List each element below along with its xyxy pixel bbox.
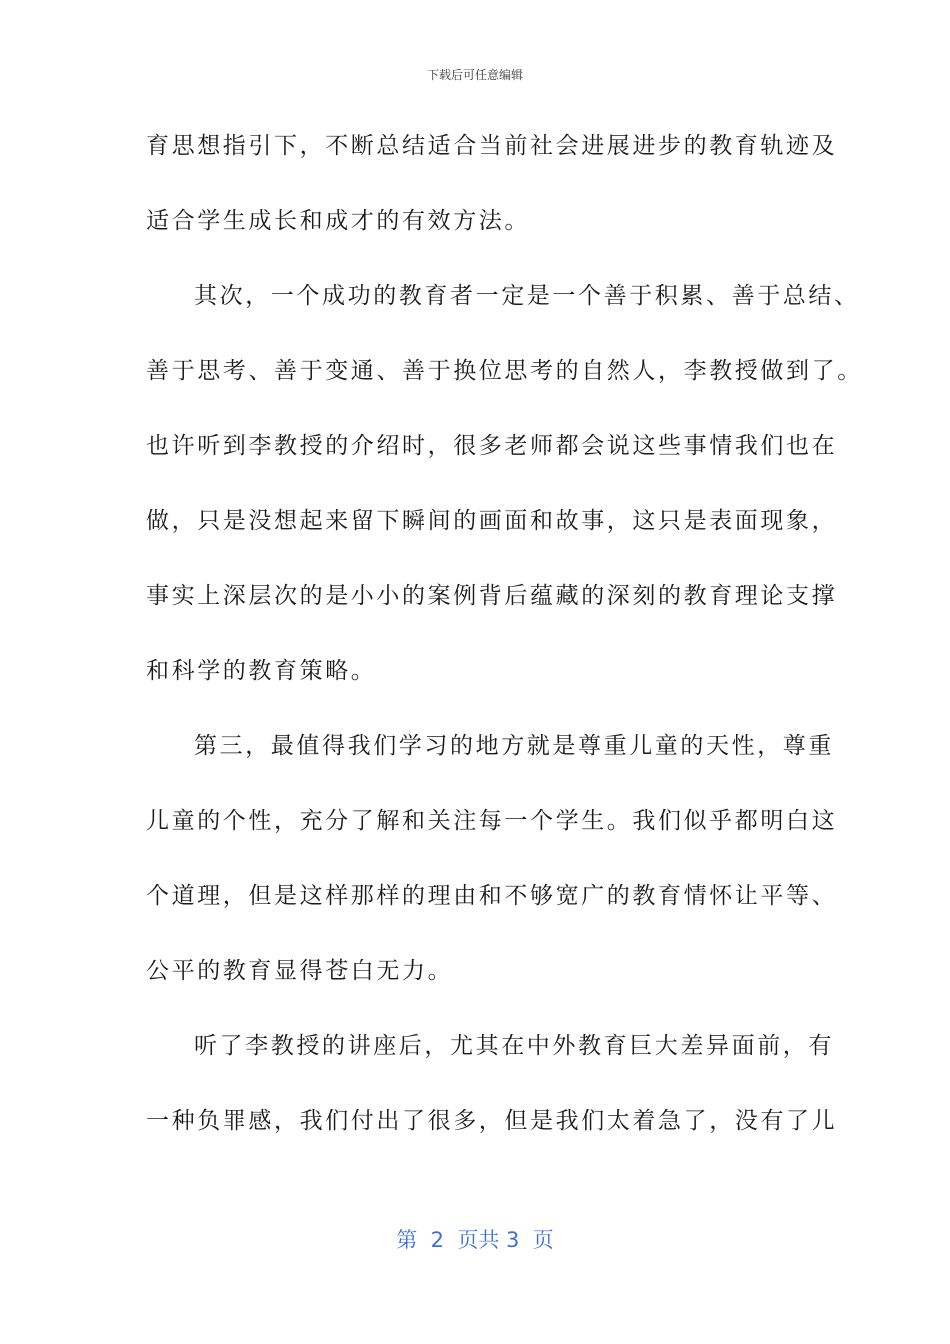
paragraph-start-line: 听了李教授的讲座后，尤其在中外教育巨大差异面前，有 — [194, 1033, 834, 1059]
page-number-footer: 第 2 页共 3 页 — [396, 1228, 554, 1252]
text-line: 也许听到李教授的介绍时，很多老师都会说这些事情我们也在 — [146, 433, 838, 459]
paragraph-start-line: 其次，一个成功的教育者一定是一个善于积累、善于总结、 — [194, 283, 860, 309]
text-line: 和科学的教育策略。 — [146, 658, 377, 684]
text-line: 做，只是没想起来留下瞬间的画面和故事，这只是表面现象， — [146, 508, 838, 534]
text-line: 儿童的个性，充分了解和关注每一个学生。我们似乎都明白这 — [146, 808, 838, 834]
text-line: 育思想指引下，不断总结适合当前社会进展进步的教育轨迹及 — [146, 133, 838, 159]
page-header: 下载后可任意编辑 — [426, 68, 523, 82]
document-body — [146, 120, 863, 1170]
text-line: 事实上深层次的是小小的案例背后蕴藏的深刻的教育理论支撑 — [146, 583, 838, 609]
text-line: 个道理，但是这样那样的理由和不够宽广的教育情怀让平等、 — [146, 883, 838, 909]
text-line: 善于思考、善于变通、善于换位思考的自然人，李教授做到了。 — [146, 358, 863, 384]
text-line: 一种负罪感，我们付出了很多，但是我们太着急了，没有了儿 — [146, 1108, 838, 1134]
text-line: 公平的教育显得苍白无力。 — [146, 958, 454, 984]
paragraph-start-line: 第三，最值得我们学习的地方就是尊重儿童的天性，尊重 — [194, 733, 834, 759]
text-line: 适合学生成长和成才的有效方法。 — [146, 208, 530, 234]
